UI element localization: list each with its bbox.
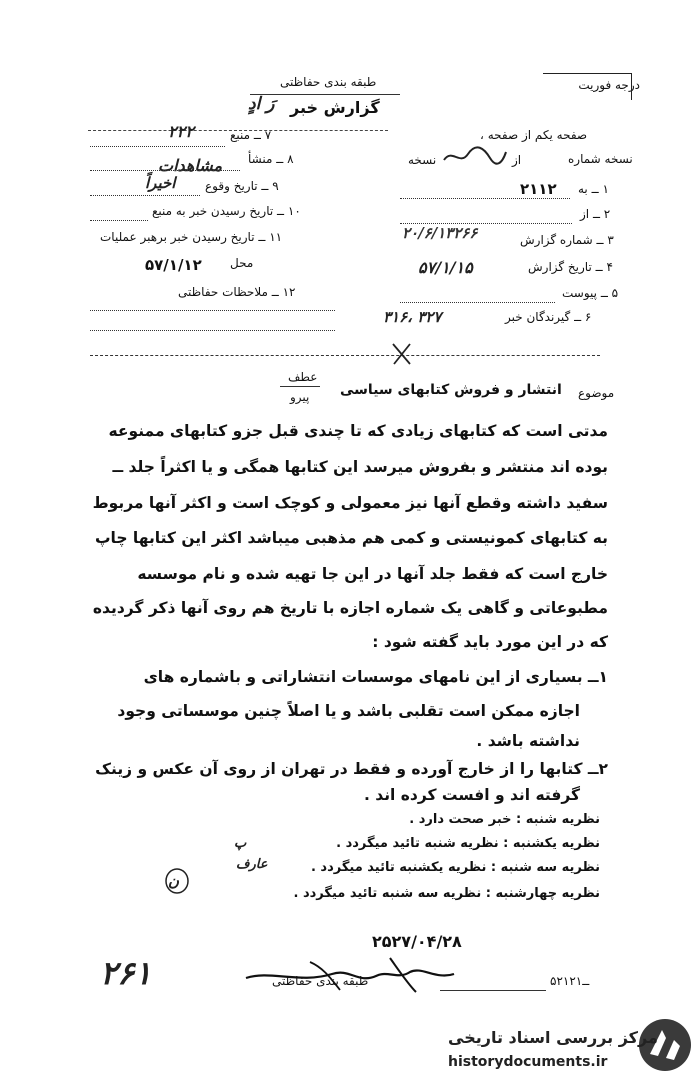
opinion-initial-2: عارف [236,857,268,872]
classification-label: طبقه بندی حفاظتی [280,75,377,89]
field-3-label: ۳ ــ شماره گزارش [520,233,614,247]
watermark-org-name: مرکز بررسی اسناد تاریخی [448,1028,658,1047]
field-1-value: ۲۱۱۲ [520,180,557,198]
field-12-line-a [90,310,335,311]
field-12-line-b [90,330,335,331]
peyro-label: پیرو [290,390,310,404]
copy-end: نسخه [408,153,437,167]
form-title-handwriting: رَ ادٍ [248,94,275,114]
point-1-line-3: نداشته باشد . [476,732,580,750]
footer-form-code: ۵۲ــ۱۲۱ [550,974,590,988]
point-1-line-1: ۱ــ بسیاری از این نامهای موسسات انتشاراتی و باشماره های [143,668,608,686]
field-11-value: ۵۷/۱/۱۲ [145,256,202,274]
field-6-value: ۳۱۶، ۳۲۷ [383,308,442,326]
field-12-label: ۱۲ ــ ملاحظات حفاظتی [178,285,296,299]
body-line-4: به کتابهای کمونیستی و کمی هم مذهبی میباشد اکثر این کتابها چاپ [94,529,608,547]
field-1-line [400,198,570,199]
field-5-label: ۵ ــ پیوست [562,286,619,300]
copy-handwriting [440,144,510,168]
opinion-sunday: نظریه یکشنبه : نظریه شنبه تائید میگردد . [336,836,600,851]
header-divider [90,355,600,356]
copy-scribble-icon [440,144,510,168]
point-1-line-2: اجازه ممکن است تقلبی باشد و یا اصلاً چنین موسساتی وجود [117,702,580,720]
field-8-value: مشاهدات [158,156,223,175]
field-7-value: ۲۲۲ [168,122,194,141]
point-2-line-2: گرفته اند و افست کرده اند . [363,786,580,804]
field-3-value: ۲۰/۶/۱۳۲۶۶ [402,224,478,242]
body-line-6: مطبوعاتی و گاهی یک شماره اجازه با تاریخ هم روی آنها ذکر گردیده [92,599,608,617]
field-9-line [90,195,200,196]
field-7-label: ۷ ــ منبع [230,128,272,142]
opinion-wednesday: نظریه چهارشنبه : نظریه سه شنبه تائید میگردد . [293,886,600,901]
margin-number-handwriting: ۲۶۱ [100,954,152,992]
copy-middle: از [512,153,522,167]
atf-line [280,386,320,387]
form-title: گزارش خبر [290,98,380,117]
field-9-value: اخیراً [145,174,176,192]
footer-line [440,990,546,991]
body-line-1: مدتی است که کتابهای زیادی که تا چندی قبل جزو کتابهای ممنوعه [108,422,608,440]
watermark-logo-icon [636,1016,694,1078]
page-line: صفحه یکم از صفحه ، [480,128,588,142]
subject-value: انتشار و فروش کتابهای سیاسی [340,382,562,398]
check-mark-icon [390,340,414,372]
body-line-2: بوده اند منتشر و بفروش میرسد این کتابها همگی و یا اکثراً جلد ــ [112,458,608,476]
field-11-place: محل [230,256,254,270]
field-2-label: ۲ ــ از [580,207,611,221]
field-8-line [90,170,240,171]
field-6-label: ۶ ــ گیرندگان خبر [505,310,592,324]
opinion-initial-1: پ [234,836,247,851]
body-line-3: سفید داشته وقطع آنها نیز معمولی و کوچک است و اکثر آنها مربوط [92,494,608,512]
body-line-5: خارج است که فقط جلد آنها در این جا تهیه شده و نام موسسه [137,565,608,583]
field-5-line [400,302,555,303]
field-11-label: ۱۱ ــ تاریخ رسیدن خبر برهبر عملیات [100,230,283,244]
watermark-url: historydocuments.ir [448,1054,608,1070]
field-10-line [90,220,148,221]
copy-label: نسخه شماره [568,152,633,166]
opinion-tuesday: نظریه سه شنبه : نظریه یکشنبه تائید میگردد . [310,860,600,875]
opinion-saturday: نظریه شنبه : خبر صحت دارد . [409,812,600,827]
field-9-label: ۹ ــ تاریخ وقوع [205,179,279,193]
opinion-circle-icon [162,866,192,900]
stamp-number: ۲۵۲۷/۰۴/۲۸ [372,932,462,951]
point-2-line-1: ۲ــ کتابها را از خارج آورده و فقط در تهران از روی آن عکس و زینک [95,760,608,778]
subject-label: موضوع [578,386,615,400]
priority-label: درجه فوریت [578,78,640,92]
field-4-label: ۴ ــ تاریخ گزارش [528,260,613,274]
field-8-label: ۸ ــ منشأ [248,152,294,166]
footer-classification: طبقه بندی حفاظتی [272,974,369,988]
atf-label: عطف [288,370,318,384]
field-4-value: ۵۷/۱/۱۵ [418,258,473,277]
field-10-label: ۱۰ ــ تاریخ رسیدن خبر به منبع [152,204,301,218]
field-7-line [90,146,225,147]
body-line-7: که در این مورد باید گفته شود : [372,633,608,651]
opinion-initial-3: ن [168,872,180,890]
priority-box [543,73,632,100]
field-1-label: ۱ ــ به [578,182,609,196]
